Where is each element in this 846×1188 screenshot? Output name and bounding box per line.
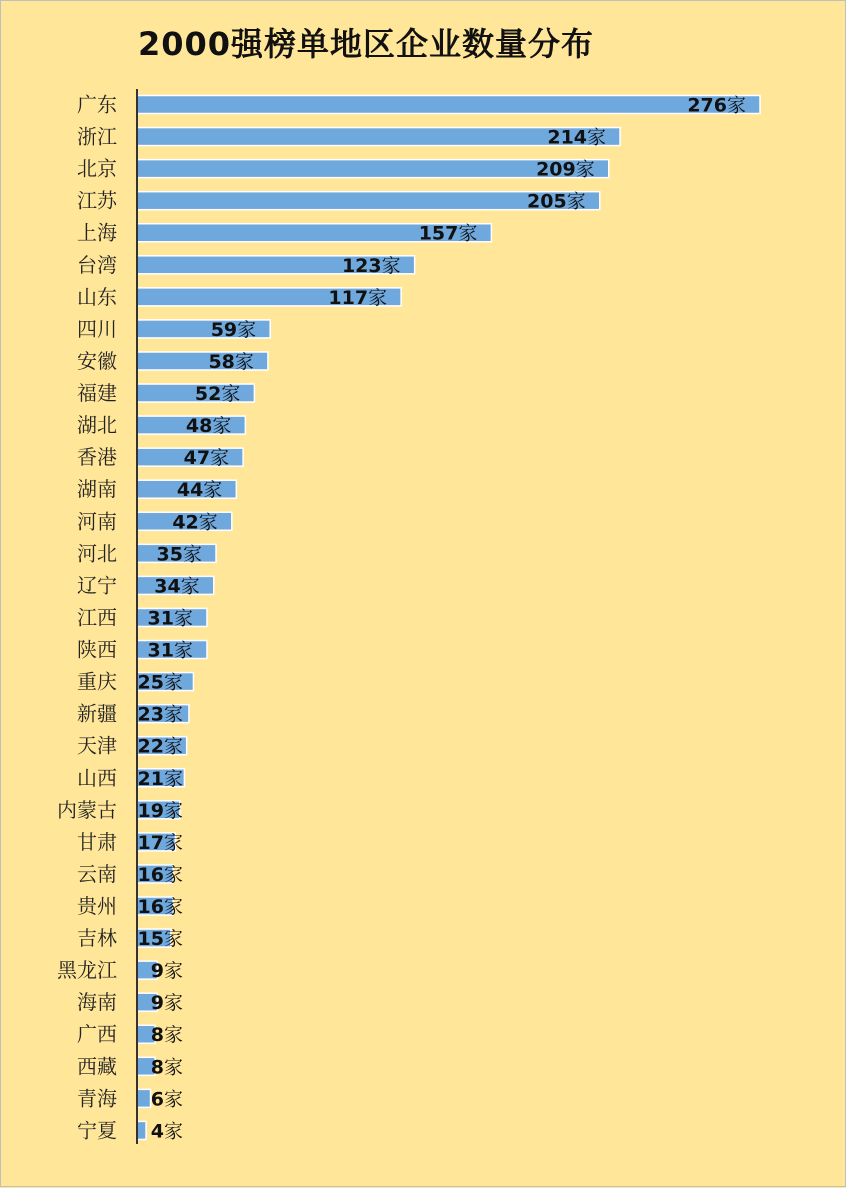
data-label-6: 117家 xyxy=(328,286,388,309)
data-label-19: 23家 xyxy=(137,703,183,726)
category-label-22: 内蒙古 xyxy=(57,797,117,822)
category-label-17: 陕西 xyxy=(77,637,117,662)
data-label-24: 16家 xyxy=(137,863,183,886)
category-label-12: 湖南 xyxy=(77,477,117,502)
category-label-32: 宁夏 xyxy=(77,1118,117,1143)
category-label-23: 甘肃 xyxy=(77,829,117,854)
category-label-26: 吉林 xyxy=(77,926,117,951)
data-label-16: 31家 xyxy=(147,607,193,630)
category-label-27: 黑龙江 xyxy=(57,958,117,983)
bar-chart xyxy=(1,1,846,1188)
category-label-13: 河南 xyxy=(77,509,117,534)
category-label-30: 西藏 xyxy=(77,1054,117,1079)
data-label-1: 214家 xyxy=(547,126,607,149)
category-label-11: 香港 xyxy=(77,445,117,470)
category-label-2: 北京 xyxy=(77,156,117,181)
data-label-28: 9家 xyxy=(150,992,183,1015)
data-label-31: 6家 xyxy=(150,1088,183,1111)
data-label-20: 22家 xyxy=(137,735,183,758)
data-label-5: 123家 xyxy=(341,254,401,277)
category-label-6: 山东 xyxy=(77,284,117,309)
chart-title: 2000强榜单地区企业数量分布 xyxy=(137,25,595,63)
data-label-10: 48家 xyxy=(185,415,232,438)
data-label-4: 157家 xyxy=(418,222,478,245)
bar-0 xyxy=(137,96,760,114)
data-label-0: 276家 xyxy=(687,94,746,117)
category-label-10: 湖北 xyxy=(77,413,117,438)
data-label-26: 15家 xyxy=(137,928,183,951)
data-label-12: 44家 xyxy=(176,479,223,502)
data-label-29: 8家 xyxy=(150,1024,183,1047)
category-label-15: 辽宁 xyxy=(77,573,117,598)
category-label-25: 贵州 xyxy=(77,894,117,918)
category-label-24: 云南 xyxy=(77,861,117,886)
category-label-9: 福建 xyxy=(77,381,117,406)
data-label-27: 9家 xyxy=(150,960,183,983)
data-label-15: 34家 xyxy=(154,575,200,598)
category-label-1: 浙江 xyxy=(77,124,117,149)
data-label-18: 25家 xyxy=(137,671,183,694)
data-label-22: 19家 xyxy=(137,799,183,822)
data-label-17: 31家 xyxy=(147,639,193,662)
bar-32 xyxy=(137,1121,146,1139)
data-label-32: 4家 xyxy=(150,1120,183,1143)
data-label-13: 42家 xyxy=(172,511,218,534)
bar-31 xyxy=(137,1089,151,1107)
category-label-19: 新疆 xyxy=(77,701,117,726)
category-label-7: 四川 xyxy=(77,316,117,341)
data-label-11: 47家 xyxy=(183,447,230,470)
data-label-3: 205家 xyxy=(527,190,586,213)
data-label-8: 58家 xyxy=(208,350,254,373)
data-label-7: 59家 xyxy=(210,318,257,341)
data-label-23: 17家 xyxy=(137,831,183,854)
category-label-21: 山西 xyxy=(77,765,117,790)
category-label-31: 青海 xyxy=(77,1086,117,1111)
data-label-9: 52家 xyxy=(194,383,241,406)
category-label-28: 海南 xyxy=(77,990,117,1015)
data-label-14: 35家 xyxy=(156,543,203,566)
data-label-30: 8家 xyxy=(150,1056,183,1079)
category-label-0: 广东 xyxy=(77,92,117,117)
category-label-5: 台湾 xyxy=(77,252,117,277)
category-label-29: 广西 xyxy=(77,1022,117,1047)
category-label-8: 安徽 xyxy=(77,348,117,373)
category-label-14: 河北 xyxy=(77,541,117,566)
category-label-3: 江苏 xyxy=(77,188,117,213)
category-label-4: 上海 xyxy=(77,220,117,245)
category-label-20: 天津 xyxy=(77,733,117,758)
data-label-2: 209家 xyxy=(536,158,595,181)
category-label-18: 重庆 xyxy=(77,669,117,694)
data-label-25: 16家 xyxy=(137,896,183,918)
category-label-16: 江西 xyxy=(77,605,117,630)
data-label-21: 21家 xyxy=(137,767,183,790)
